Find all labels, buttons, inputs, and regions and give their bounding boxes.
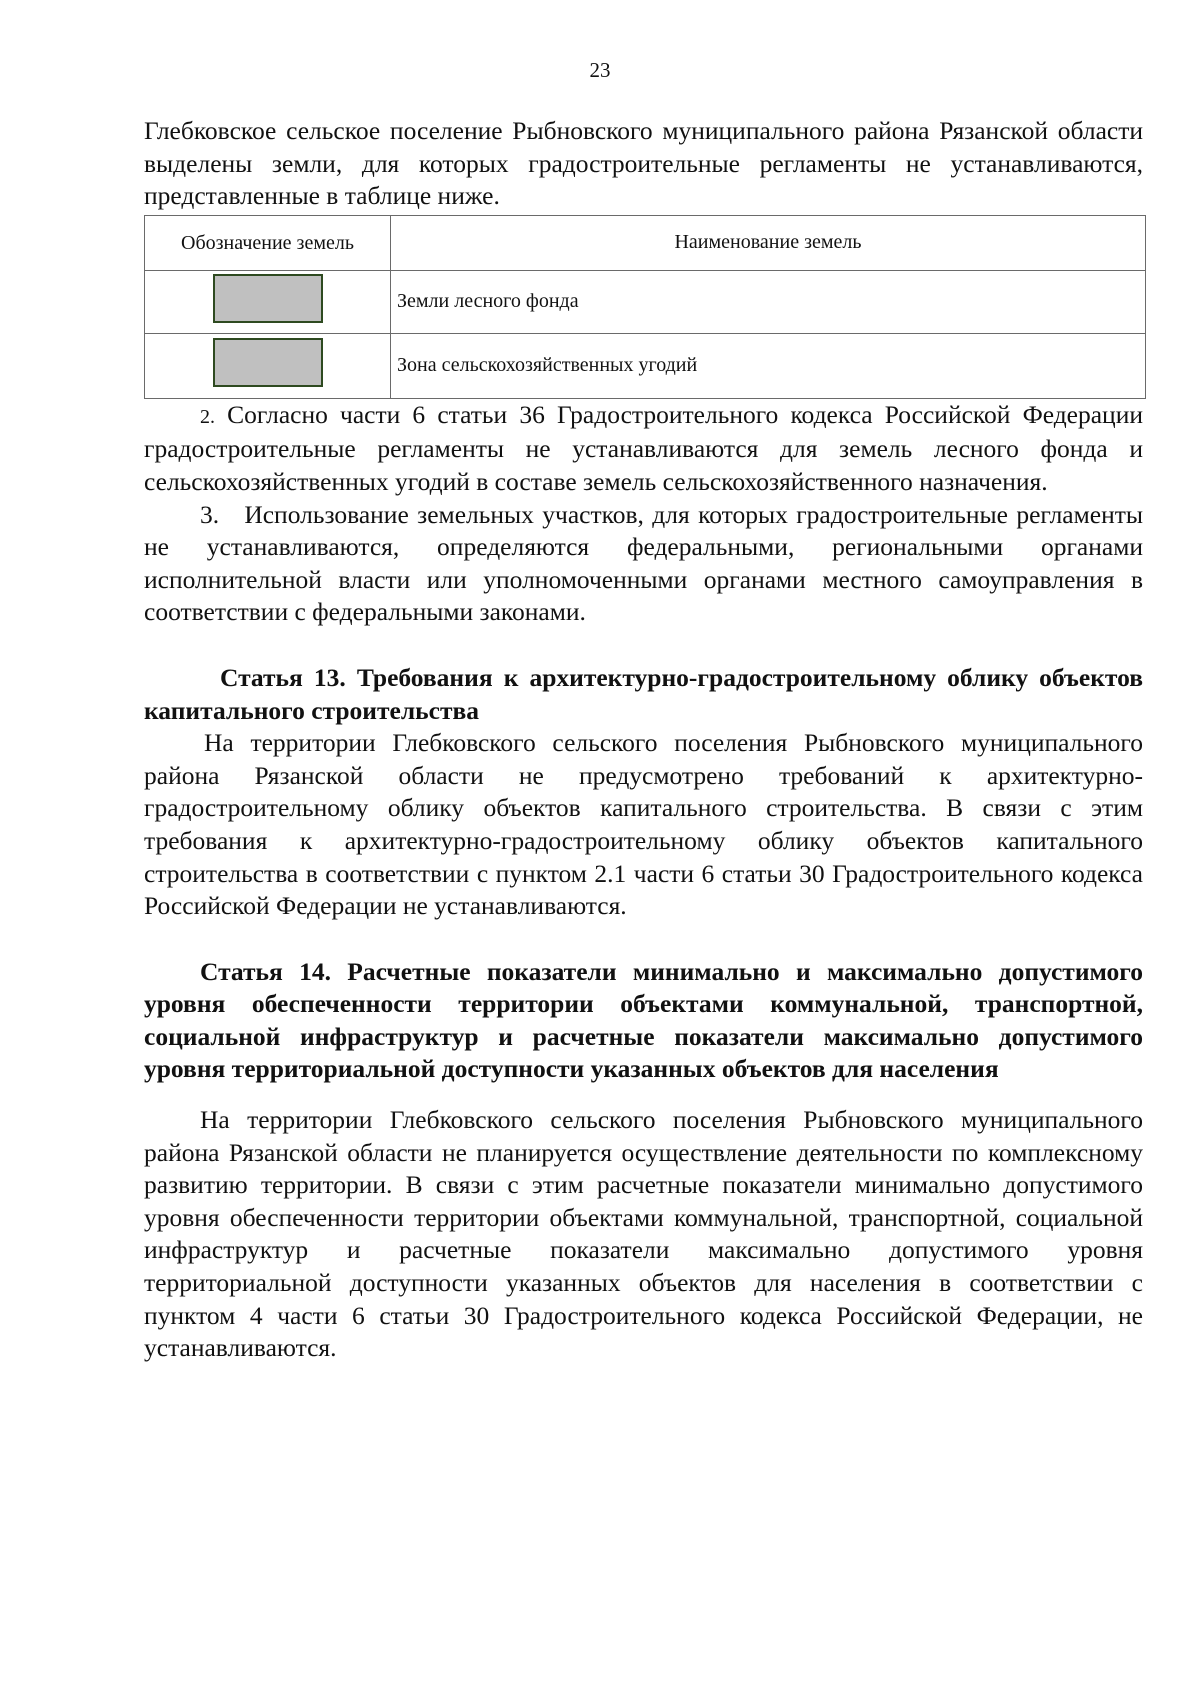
symbol-cell [145,333,391,398]
item-2 [144,399,1143,499]
intro-paragraph: Глебковское сельское поселение Рыбновского муниципального района Рязанской области выделены земли, для которых градостроительные регламенты не устанавливаются, представленные в таблице ниже. [144,116,1143,211]
item-number: 2. [200,405,215,428]
item-text: Согласно части 6 статьи 36 Градостроительного кодекса Российской Федерации градостроительные регламенты не устанавливаются для земель лесного фонда и сельскохозяйственных угодий в составе земель сельскохозяйственного назначения. [144,399,1143,496]
item-3 [144,499,1143,629]
lands-table [144,215,1146,399]
agricultural-zone-swatch [213,338,323,387]
page-number: 23 [589,58,611,82]
page-content [144,115,1143,1365]
table-header-row [145,215,1146,270]
land-name-cell: Зона сельскохозяйственных угодий [391,333,1146,398]
article-13-heading: Статья 13. Требования к архитектурно-градостроительному облику объектов капитального строительства [144,662,1143,725]
symbol-cell [145,270,391,333]
item-text: Использование земельных участков, для которых градостроительные регламенты не устанавливаются, определяются федеральными, региональными органами исполнительной власти или уполномоченными органами местного самоуправления в соответствии с федеральными законами. [144,499,1143,627]
forest-fund-swatch [213,274,323,323]
table-row [145,333,1146,398]
article-14-text: На территории Глебковского сельского поселения Рыбновского муниципального района Рязанской области не планируется осуществление деятельности по комплексному развитию территории. В связи с этим расчетные показатели минимально допустимого уровня обеспеченности территории объектами коммунальной, транспортной, социальной инфраструктур и расчетные показатели максимально допустимого уровня территориальной доступности указанных объектов для населения в соответствии с пунктом 4 части 6 статьи 30 Градостроительного кодекса Российской Федерации, не устанавливаются. [144,1105,1143,1363]
header-name: Наименование земель [391,215,1146,270]
header-symbol: Обозначение земель [145,215,391,270]
table-row [145,270,1146,333]
land-name-cell: Земли лесного фонда [391,270,1146,333]
article-13-text: На территории Глебковского сельского поселения Рыбновского муниципального района Рязанской области не предусмотрено требований к архитектурно-градостроительному облику объектов капитального строительства. В связи с этим требования к архитектурно-градостроительному облику объектов капитального строительства в соответствии с пунктом 2.1 части 6 статьи 30 Градостроительного кодекса Российской Федерации не устанавливаются. [144,728,1143,921]
article-14-heading: Статья 14. Расчетные показатели минимально и максимально допустимого уровня обеспеченности территории объектами коммунальной, транспортной, социальной инфраструктур и расчетные показатели максимально допустимого уровня территориальной доступности указанных объектов для населения [144,956,1143,1084]
item-number: 3. [200,499,220,529]
